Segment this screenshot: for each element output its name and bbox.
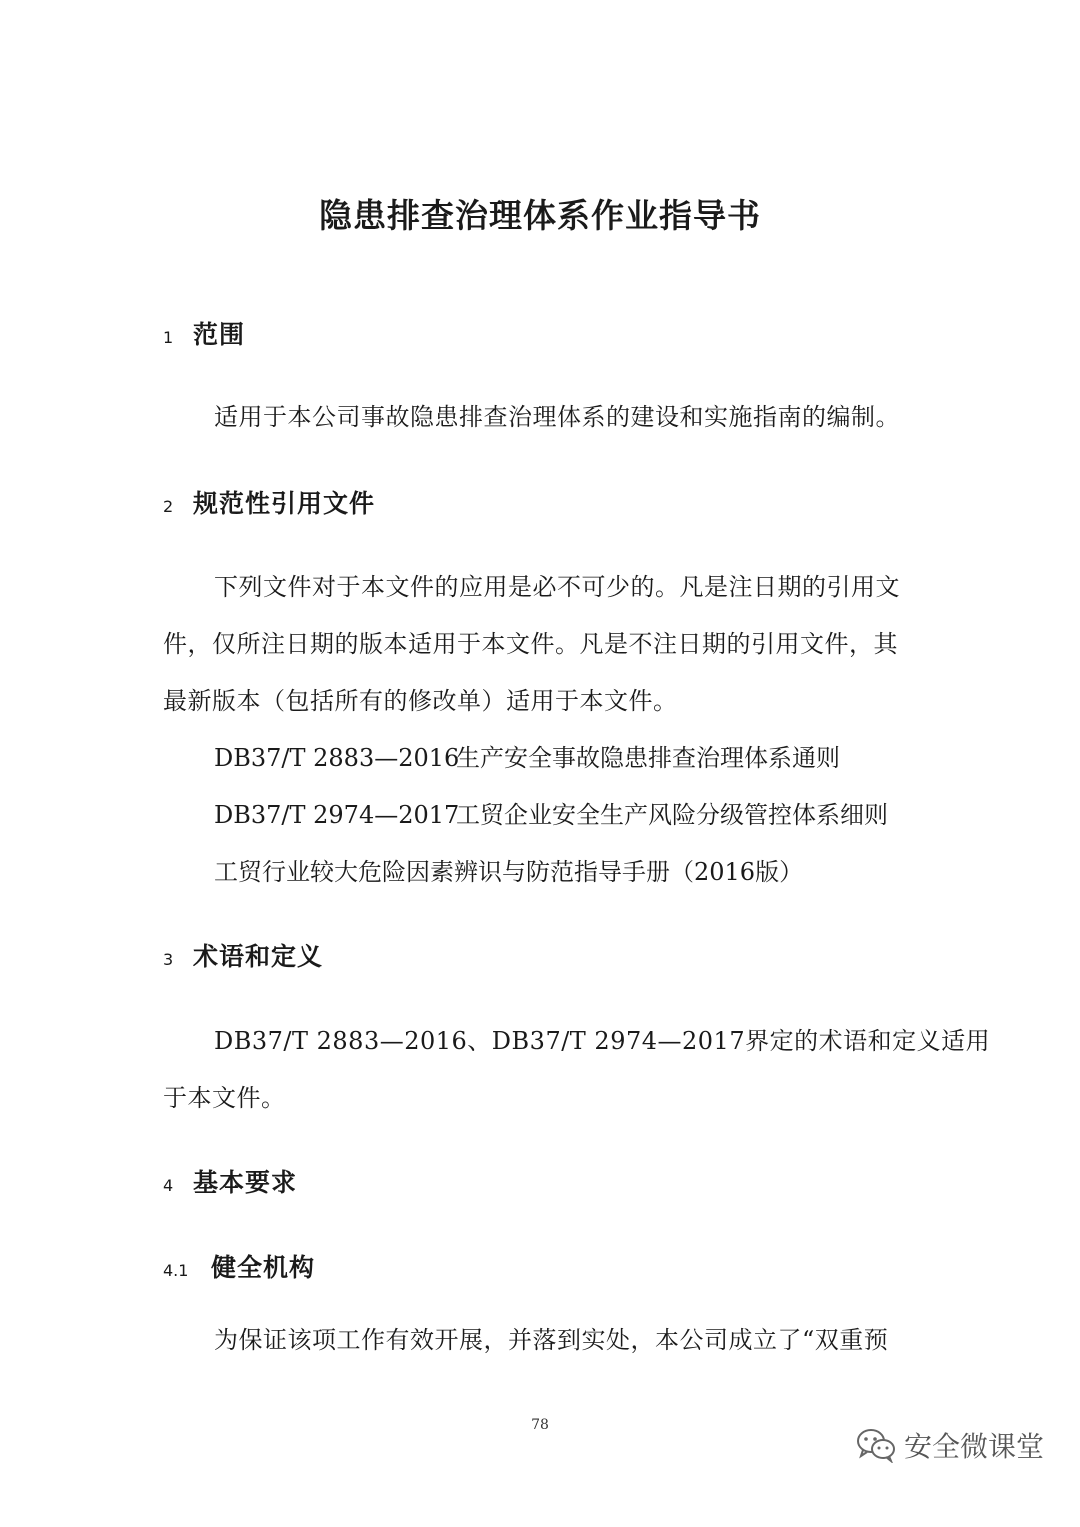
paragraph-line: 为保证该项工作有效开展，并落到实处，本公司成立了“双重预 (214, 1326, 889, 1354)
paragraph-line: 于本文件。 (163, 1084, 286, 1112)
section-number: 3 (163, 950, 174, 969)
paragraph-line: 件，仅所注日期的版本适用于本文件。凡是不注日期的引用文件，其 (163, 630, 898, 658)
section-title: 基本要求 (193, 1168, 298, 1197)
section-heading-2 (163, 484, 375, 520)
section-number: 4 (163, 1176, 174, 1195)
watermark-text: 安全微课堂 (903, 1430, 1044, 1463)
paragraph-line: 最新版本（包括所有的修改单）适用于本文件。 (163, 687, 678, 715)
reference-item (214, 738, 840, 773)
section-number: 4.1 (163, 1261, 189, 1280)
wechat-icon (856, 1427, 896, 1463)
watermark (856, 1425, 1044, 1465)
reference-item (214, 852, 803, 887)
section-title: 术语和定义 (193, 942, 324, 971)
paragraph-line: DB37/T 2883—2016、DB37/T 2974—2017界定的术语和定义适用 (214, 1027, 991, 1055)
section-title: 规范性引用文件 (193, 489, 376, 518)
section-heading-4-1 (163, 1248, 315, 1284)
reference-code: DB37/T 2974—2017 (214, 801, 460, 829)
page-number: 78 (531, 1417, 549, 1433)
reference-name: 工贸行业较大危险因素辨识与防范指导手册（2016版） (214, 858, 804, 886)
document-title: 隐患排查治理体系作业指导书 (319, 196, 761, 235)
section-number: 2 (163, 497, 174, 516)
section-number: 1 (163, 328, 174, 347)
section-heading-3 (163, 937, 323, 973)
reference-name: 工贸企业安全生产风险分级管控体系细则 (456, 801, 888, 829)
paragraph-line: 下列文件对于本文件的应用是必不可少的。凡是注日期的引用文 (214, 573, 900, 601)
section-heading-4 (163, 1163, 297, 1199)
section-title: 健全机构 (211, 1253, 316, 1282)
reference-code: DB37/T 2883—2016 (214, 744, 460, 772)
reference-name: 生产安全事故隐患排查治理体系通则 (456, 744, 840, 772)
paragraph-scope: 适用于本公司事故隐患排查治理体系的建设和实施指南的编制。 (214, 403, 900, 431)
section-heading-1 (163, 315, 245, 351)
section-title: 范围 (193, 320, 246, 349)
reference-item (214, 795, 888, 830)
